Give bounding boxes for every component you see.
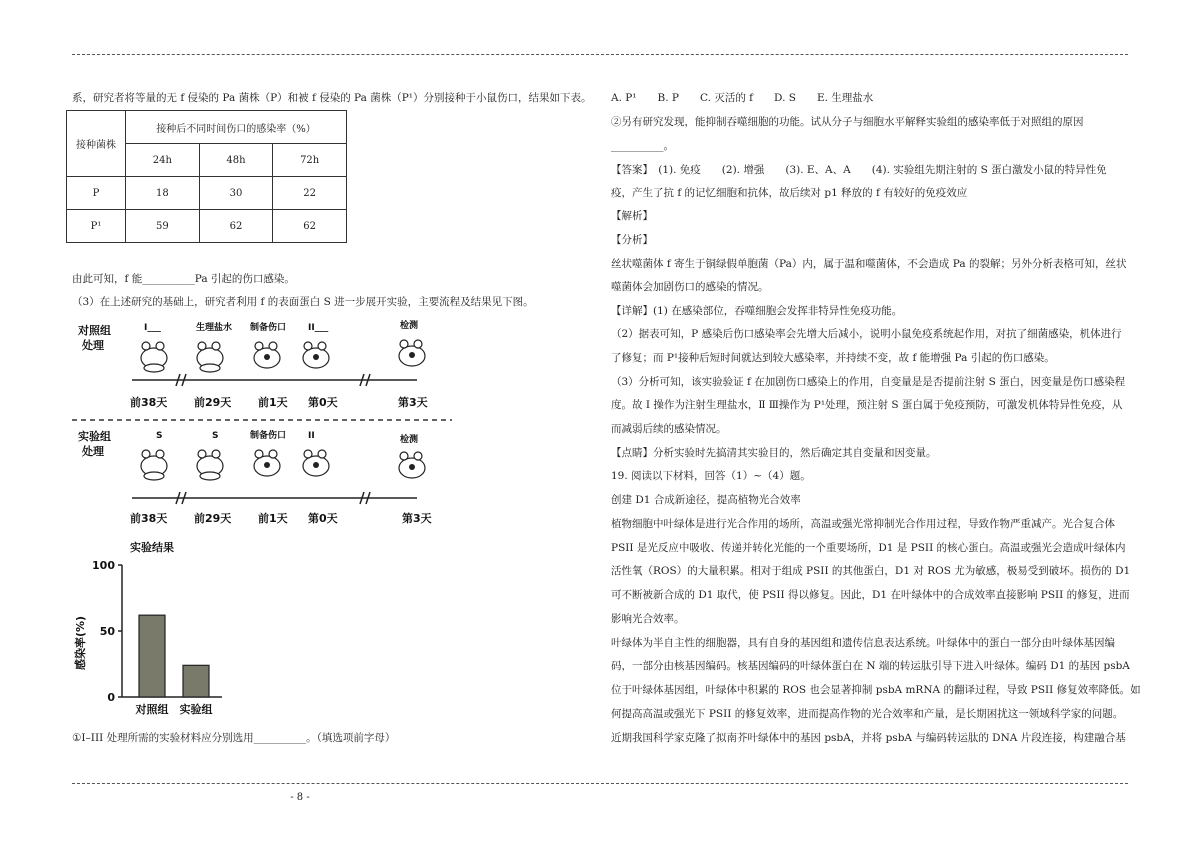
exp-step-label: II — [308, 431, 315, 441]
bar — [139, 615, 165, 697]
time-header: 48h — [199, 144, 273, 177]
control-label: 对照组 — [78, 324, 111, 337]
tip-line: 【点睛】分析实验时先搞清其实验目的，然后确定其自变量和因变量。 — [611, 447, 937, 459]
day-label: 第0天 — [308, 512, 338, 525]
passage-line: 码，一部分由核基因编码。核基因编码的叶绿体蛋白在 N 端的转运肽引导下进入叶绿体。编码 D1 的基因 psbA — [611, 660, 1130, 672]
bar — [183, 665, 209, 697]
passage-line: 影响光合效率。 — [611, 613, 685, 625]
value-cell: 30 — [199, 177, 273, 210]
passage-line: 何提高高温或强光下 PSII 的修复效率，进而提高作物的光合效率和产量，是长期困扰这一领域科学家的问题。 — [611, 708, 1124, 720]
mouse-icon — [197, 342, 223, 372]
chart-title: 实验结果 — [130, 541, 174, 554]
infection-table — [66, 110, 347, 243]
bottom-rule — [72, 783, 1128, 784]
mouse-icon — [254, 450, 280, 476]
page-number: - 8 - — [290, 792, 310, 803]
day-label: 前1天 — [258, 396, 288, 409]
day-label: 第3天 — [398, 396, 428, 409]
value-cell: 62 — [199, 210, 273, 243]
control-step-label: 制备伤口 — [250, 323, 287, 333]
options-text: A. P¹ B. P C. 灭活的 f D. S E. 生理盐水 — [611, 92, 874, 104]
y-tick-label: 100 — [92, 559, 115, 572]
exp-label: 实验组 — [78, 430, 111, 443]
value-cell: 62 — [273, 210, 347, 243]
passage-line: PSII 是光反应中吸收、传递并转化光能的一个重要场所，D1 是 PSII 的核心蛋白。高温或强光会造成叶绿体内 — [611, 542, 1126, 554]
day-label: 前38天 — [130, 512, 168, 525]
day-label: 前38天 — [130, 396, 168, 409]
control-label: 处理 — [82, 339, 104, 352]
detail-line: 【详解】(1) 在感染部位，吞噬细胞会发挥非特异性免疫功能。 — [611, 305, 903, 317]
mouse-icon — [254, 342, 280, 368]
x-tick-label: 实验组 — [179, 703, 213, 716]
control-step-label: 生理盐水 — [196, 323, 233, 333]
value-cell: 18 — [126, 177, 200, 210]
detail-line: （2）据表可知，P 感染后伤口感染率会先增大后减小，说明小鼠免疫系统起作用，对抗了细菌感染，机体进行 — [611, 328, 1122, 340]
detail-line: 而减弱后续的感染情况。 — [611, 423, 727, 435]
row-header: 接种菌株 — [67, 111, 126, 177]
strain-cell: P¹ — [67, 210, 126, 243]
mouse-icon — [303, 450, 329, 476]
exp-step-label: 制备伤口 — [250, 431, 287, 441]
mouse-icon — [141, 342, 167, 372]
detail-line: （3）分析可知，该实验验证 f 在加剧伤口感染上的作用，自变量是是否提前注射 S 蛋白，因变量是伤口感染程 — [611, 376, 1126, 388]
answer-line: 疫，产生了抗 f 的记忆细胞和抗体，故后续对 p1 释放的 f 有较好的免疫效应 — [611, 187, 968, 199]
day-label: 前29天 — [194, 512, 232, 525]
mouse-icon — [399, 452, 425, 478]
question-3-text: （3）在上述研究的基础上，研究者利用 f 的表面蛋白 S 进一步展开实验，主要流程及结果见下图。 — [72, 296, 534, 308]
y-tick-label: 0 — [107, 691, 115, 704]
mouse-icon — [197, 450, 223, 480]
passage-line: 可不断被新合成的 D1 取代，使 PSII 得以修复。因此，D1 在叶绿体中的合成效率直接影响 PSII 的修复，进而 — [611, 589, 1130, 601]
exp-step-label: S — [156, 431, 163, 441]
mouse-icon — [303, 342, 329, 368]
control-step-label: 检测 — [400, 321, 419, 331]
time-header: 24h — [126, 144, 200, 177]
table-row — [67, 210, 347, 243]
passage-title: 创建 D1 合成新途径，提高植物光合效率 — [611, 494, 801, 506]
strain-cell: P — [67, 177, 126, 210]
passage-line: 叶绿体为半自主性的细胞器，具有自身的基因组和遗传信息表达系统。叶绿体中的蛋白一部分由叶绿体基因编 — [611, 637, 1115, 649]
day-label: 前29天 — [194, 396, 232, 409]
day-label: 第0天 — [308, 396, 338, 409]
passage-line: 植物细胞中叶绿体是进行光合作用的场所，高温或强光常抑制光合作用过程，导致作物严重减产。光合复合体 — [611, 518, 1115, 530]
passage-line: 近期我国科学家克隆了拟南芥叶绿体中的基因 psbA，并将 psbA 与编码转运肽的 DNA 片段连接，构建融合基 — [611, 732, 1126, 744]
control-step-label: II___ — [308, 323, 329, 333]
control-step-label: I___ — [144, 323, 161, 333]
mouse-icon — [399, 340, 425, 366]
result-bar-chart — [72, 535, 242, 721]
intro-text: 系，研究者将等量的无 f 侵染的 Pa 菌株（P）和被 f 侵染的 Pa 菌株（P¹）分别接种于小鼠伤口，结果如下表。 — [72, 92, 592, 104]
x-tick-label: 对照组 — [135, 703, 169, 716]
exp-label: 处理 — [82, 445, 104, 458]
time-header: 72h — [273, 144, 347, 177]
day-label: 前1天 — [258, 512, 288, 525]
value-cell: 22 — [273, 177, 347, 210]
analysis-line: 丝状噬菌体 f 寄生于铜绿假单胞菌（Pa）内，属于温和噬菌体，不会造成 Pa 的裂解；另外分析表格可知，丝状 — [611, 258, 1127, 270]
table-row — [67, 177, 347, 210]
question-3-1-text: ①I–III 处理所需的实验材料应分别选用__________。（填选项前字母） — [72, 732, 396, 744]
passage-line: 位于叶绿体基因组，叶绿体中积累的 ROS 也会显著抑制 psbA mRNA 的翻译过程，导致 PSII 修复效率降低。如 — [611, 684, 1141, 696]
value-cell: 59 — [126, 210, 200, 243]
y-axis-label: 感染率(%) — [74, 615, 87, 671]
answer-blank: __________。 — [611, 140, 674, 152]
top-rule — [72, 54, 1128, 55]
group-header: 接种后不同时间伤口的感染率（%） — [126, 111, 347, 144]
section-heading: 【分析】 — [611, 234, 653, 246]
experiment-flow-diagram — [72, 316, 452, 531]
conclusion-text: 由此可知，f 能__________Pa 引起的伤口感染。 — [72, 273, 295, 285]
question-3-2-text: ②另有研究发现，能抑制吞噬细胞的功能。试从分子与细胞水平解释实验组的感染率低于对照组的原因 — [611, 116, 1084, 128]
section-heading: 【解析】 — [611, 210, 653, 222]
y-tick-label: 50 — [99, 625, 115, 638]
passage-line: 活性氧（ROS）的大量积累。相对于组成 PSII 的其他蛋白，D1 对 ROS 尤为敏感，极易受到破坏。损伤的 D1 — [611, 565, 1131, 577]
detail-line: 了修复；而 P¹接种后短时间就达到较大感染率，并持续不变，故 f 能增强 Pa 引起的伤口感染。 — [611, 352, 1055, 364]
day-label: 第3天 — [402, 512, 432, 525]
question-19: 19. 阅读以下材料，回答（1）~（4）题。 — [611, 470, 811, 482]
answer-line: 【答案】 (1). 免疫 (2). 增强 (3). E、A、A (4). 实验组先期注射的 S 蛋白激发小鼠的特异性免 — [611, 164, 1107, 176]
detail-line: 度。故 I 操作为注射生理盐水，Ⅱ Ⅲ操作为 P¹处理，预注射 S 蛋白属于免疫预防，可激发机体特异性免疫，从 — [611, 399, 1123, 411]
exp-step-label: S — [212, 431, 219, 441]
analysis-line: 噬菌体会加剧伤口的感染的情况。 — [611, 281, 769, 293]
exp-step-label: 检测 — [400, 435, 419, 445]
mouse-icon — [141, 450, 167, 480]
